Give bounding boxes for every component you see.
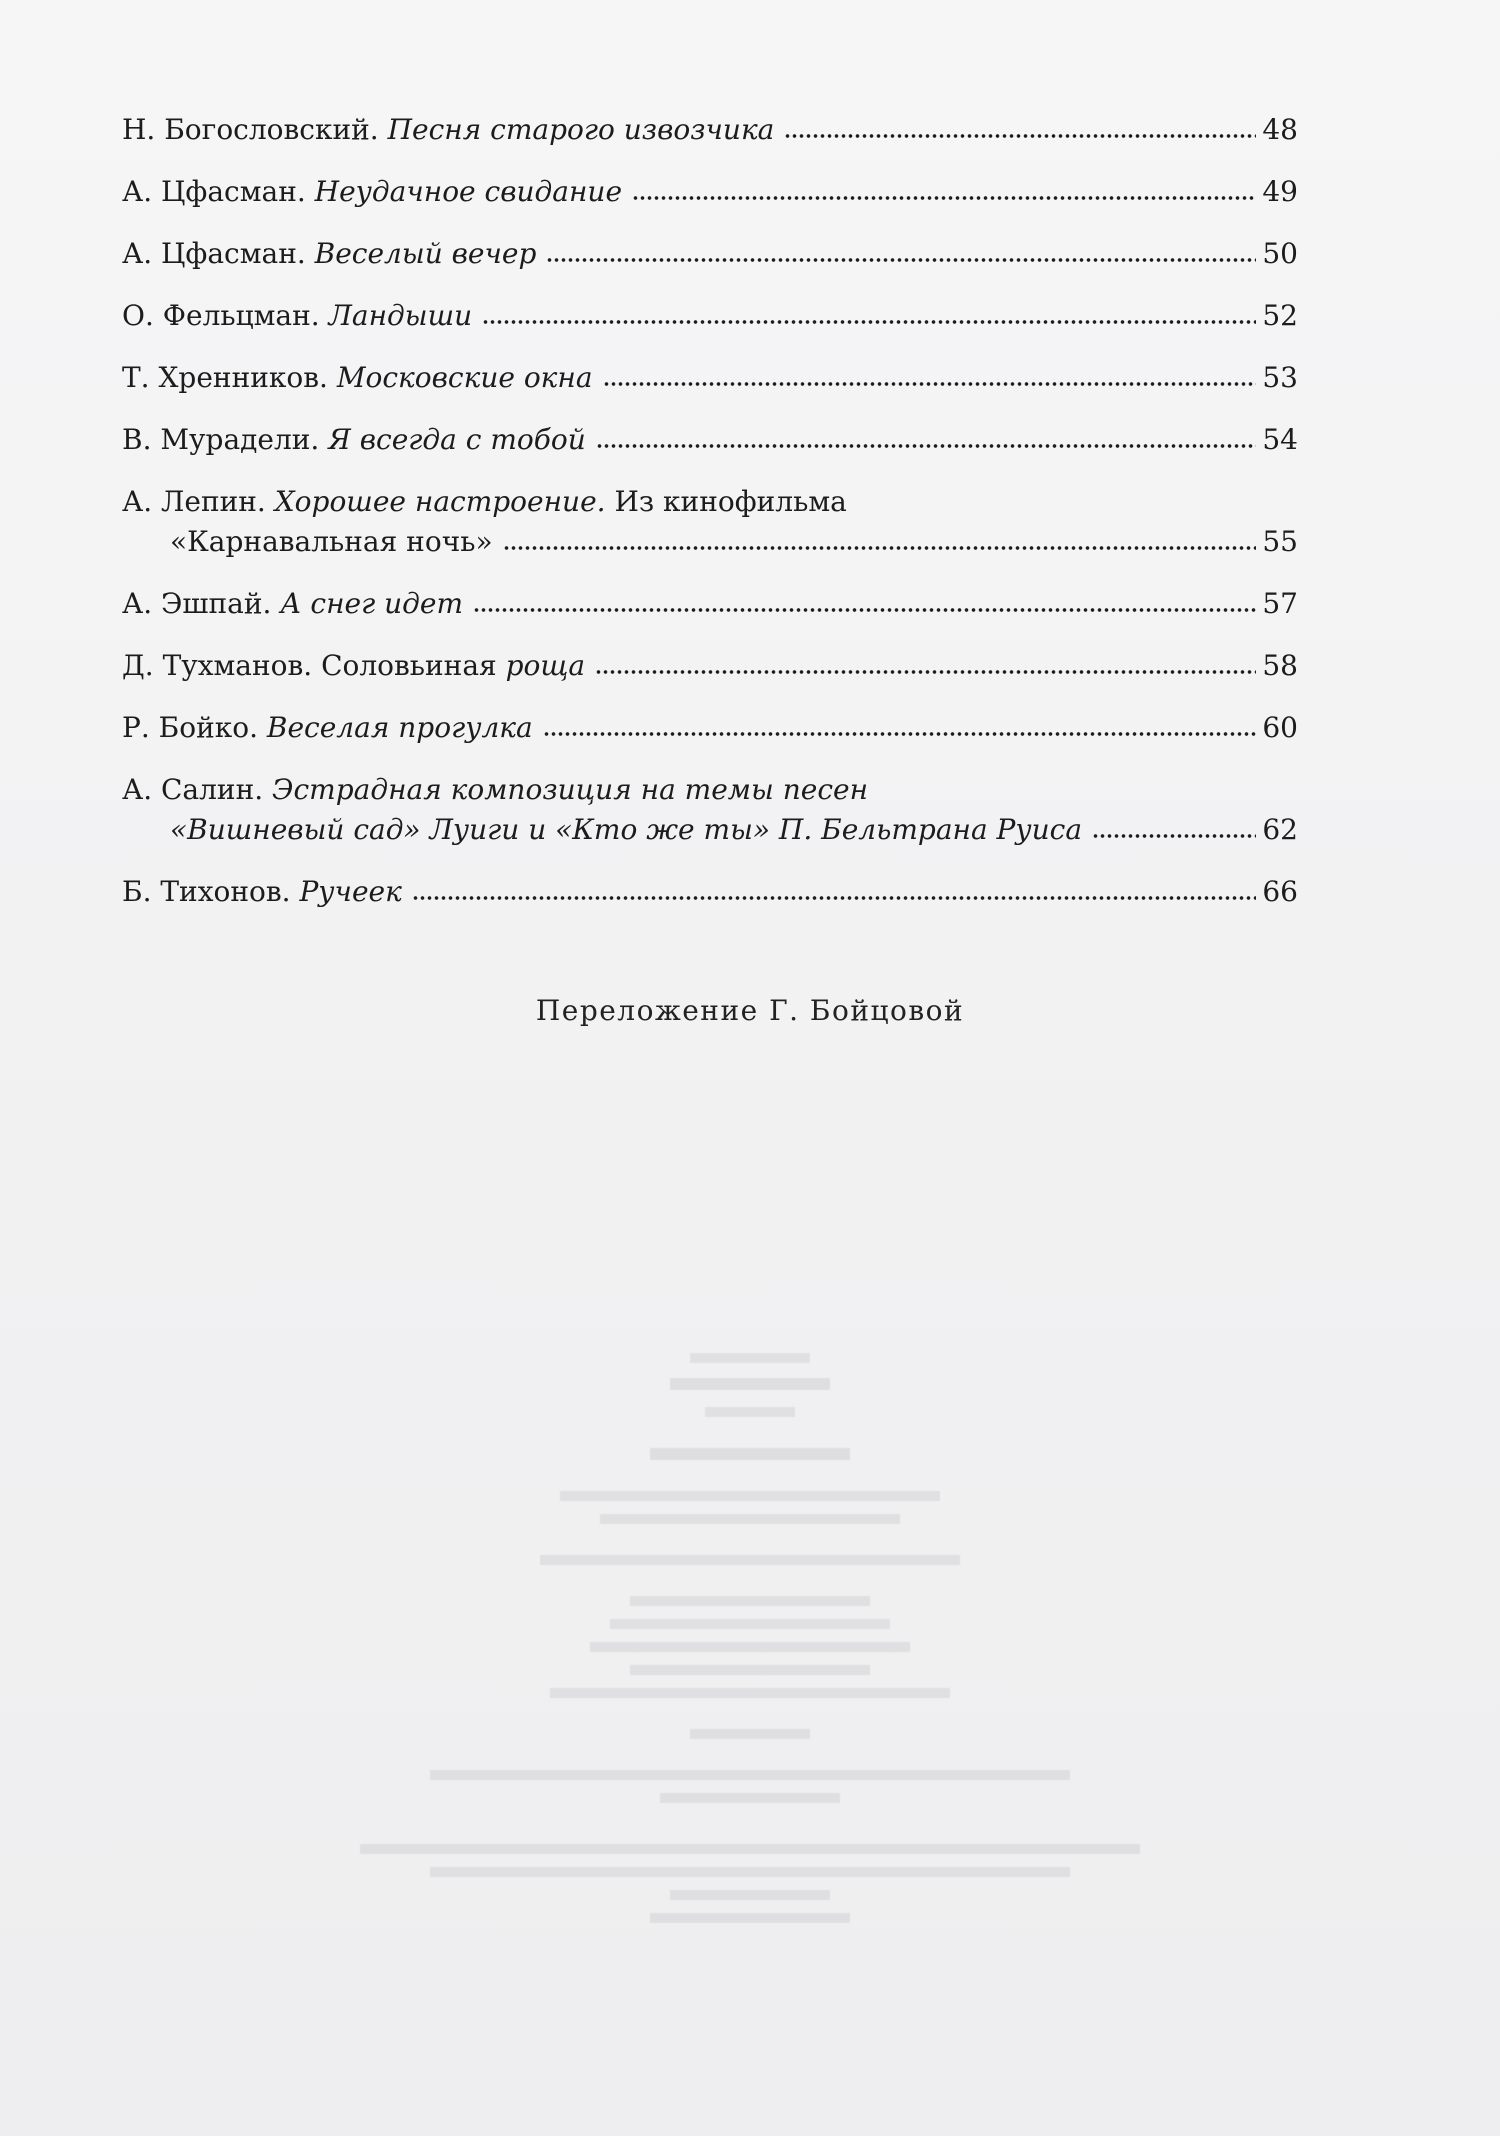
dot-leader bbox=[412, 887, 1257, 901]
toc-author: Р. Бойко. bbox=[122, 711, 258, 744]
dot-leader bbox=[543, 723, 1257, 737]
toc-entry bbox=[122, 770, 1298, 850]
toc-author: А. Эшпай. bbox=[122, 587, 272, 620]
toc-entry bbox=[122, 420, 1298, 460]
toc-entry bbox=[122, 584, 1298, 624]
toc-page-number: 55 bbox=[1262, 525, 1298, 558]
toc-title: роща bbox=[505, 649, 586, 682]
dot-leader bbox=[595, 661, 1256, 675]
toc-author: Т. Хренников. bbox=[122, 361, 328, 394]
toc-author: А. Цфасман. bbox=[122, 237, 306, 270]
toc-title: Песня старого извозчика bbox=[387, 113, 775, 146]
toc-page-number: 49 bbox=[1262, 175, 1298, 208]
toc-subtitle: Из кинофильма bbox=[614, 485, 847, 518]
toc-title: А снег идет bbox=[280, 587, 464, 620]
toc-page-number: 60 bbox=[1262, 711, 1298, 744]
dot-leader bbox=[784, 125, 1256, 139]
toc-entry bbox=[122, 296, 1298, 336]
toc-title: Ландыши bbox=[328, 299, 473, 332]
dot-leader bbox=[596, 435, 1257, 449]
dot-leader bbox=[546, 249, 1256, 263]
dot-leader bbox=[482, 311, 1256, 325]
toc-title-continuation: «Карнавальная ночь» bbox=[170, 525, 493, 558]
toc-page-number: 53 bbox=[1262, 361, 1298, 394]
dot-leader bbox=[503, 537, 1257, 551]
toc-entry bbox=[122, 872, 1298, 912]
imprint-bleed-through bbox=[340, 1352, 1160, 1923]
dot-leader bbox=[603, 373, 1257, 387]
toc-title: Веселая прогулка bbox=[266, 711, 533, 744]
toc-page-number: 58 bbox=[1262, 649, 1298, 682]
toc-title-plain: Соловьиная bbox=[321, 649, 497, 682]
toc-entry bbox=[122, 172, 1298, 212]
toc-author: А. Салин. bbox=[122, 773, 264, 806]
toc-title: Хорошее настроение. bbox=[274, 485, 606, 518]
dot-leader bbox=[632, 187, 1256, 201]
toc-entry bbox=[122, 708, 1298, 748]
arranger-note: Переложение Г. Бойцовой bbox=[535, 994, 965, 1027]
toc-entry bbox=[122, 646, 1298, 686]
toc-title: Эстрадная композиция на темы песен bbox=[272, 773, 869, 806]
toc-page-number: 66 bbox=[1262, 875, 1298, 908]
toc-author: А. Лепин. bbox=[122, 485, 266, 518]
toc-title: Неудачное свидание bbox=[314, 175, 623, 208]
toc-page-number: 57 bbox=[1262, 587, 1298, 620]
toc-title: Веселый вечер bbox=[314, 237, 537, 270]
toc-entry bbox=[122, 234, 1298, 274]
toc-page-number: 48 bbox=[1262, 113, 1298, 146]
toc-entry bbox=[122, 482, 1298, 562]
toc-author: О. Фельцман. bbox=[122, 299, 320, 332]
toc-entry bbox=[122, 110, 1298, 150]
toc-author: А. Цфасман. bbox=[122, 175, 306, 208]
toc-page-number: 54 bbox=[1262, 423, 1298, 456]
table-of-contents bbox=[122, 110, 1298, 912]
toc-author: Н. Богословский. bbox=[122, 113, 379, 146]
toc-title: Я всегда с тобой bbox=[328, 423, 586, 456]
toc-author: В. Мурадели. bbox=[122, 423, 320, 456]
toc-title: Московские окна bbox=[336, 361, 593, 394]
toc-author: Б. Тихонов. bbox=[122, 875, 291, 908]
toc-entry bbox=[122, 358, 1298, 398]
dot-leader bbox=[1092, 825, 1256, 839]
toc-page-number: 52 bbox=[1262, 299, 1298, 332]
toc-title: Ручеек bbox=[299, 875, 402, 908]
toc-page-number: 62 bbox=[1262, 813, 1298, 846]
dot-leader bbox=[473, 599, 1256, 613]
toc-title-continuation: «Вишневый сад» Луиги и «Кто же ты» П. Бельтрана Руиса bbox=[170, 813, 1083, 846]
toc-page-number: 50 bbox=[1262, 237, 1298, 270]
toc-author: Д. Тухманов. bbox=[122, 649, 313, 682]
